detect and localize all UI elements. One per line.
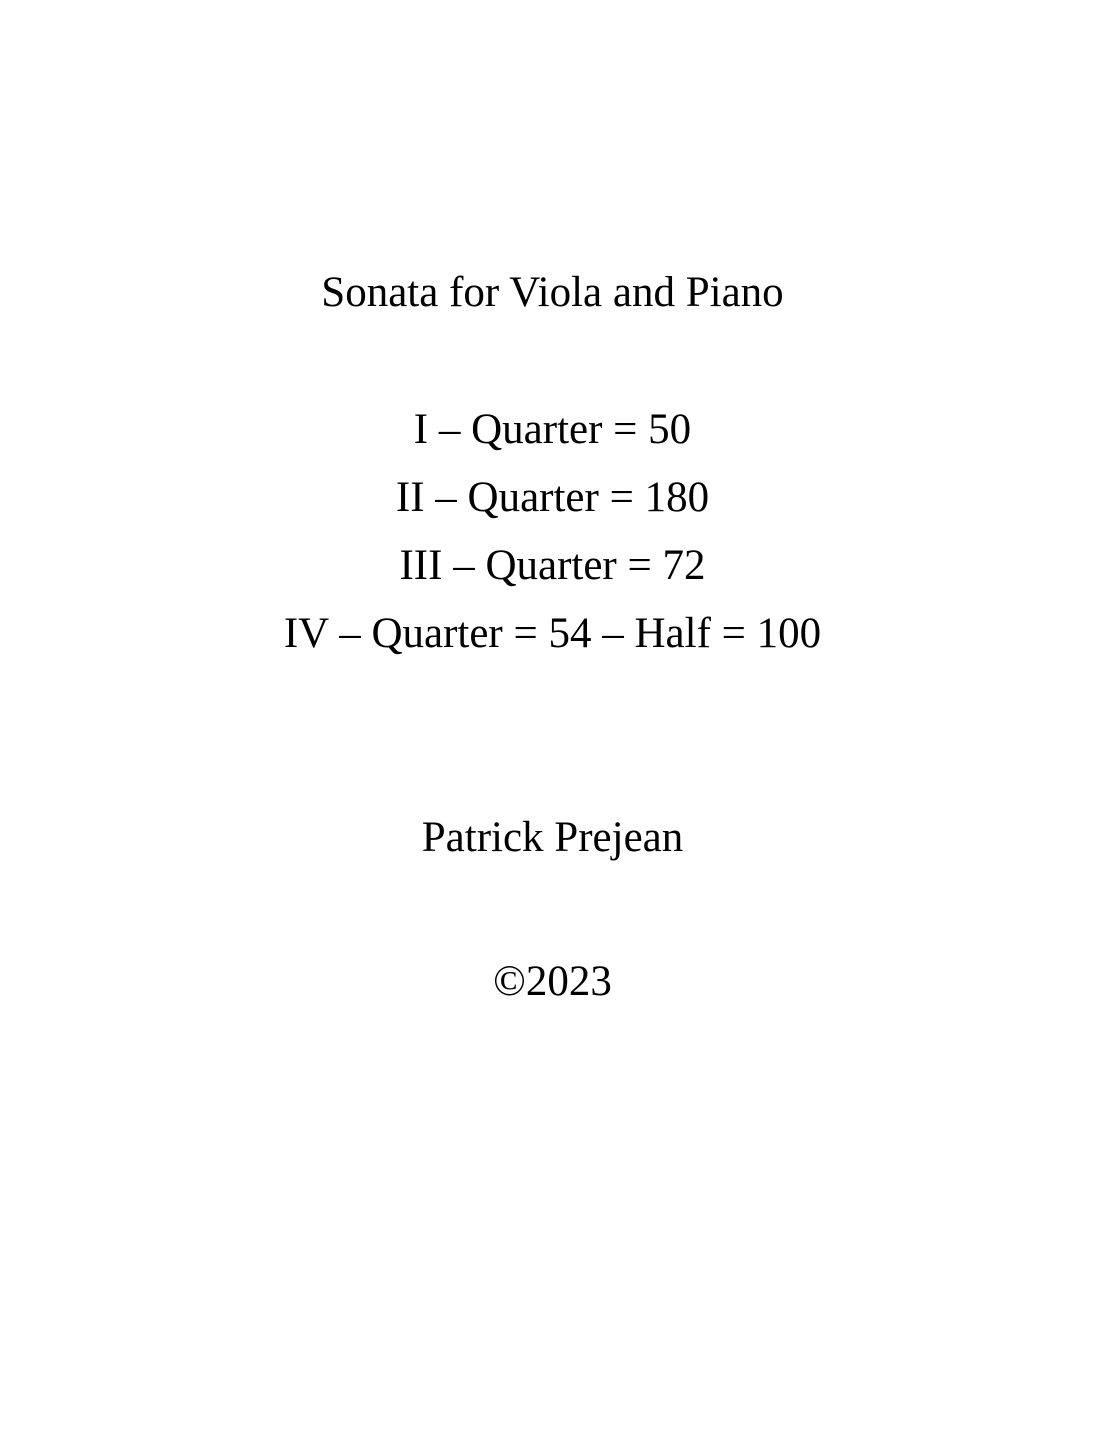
score-title: Sonata for Viola and Piano — [321, 269, 784, 316]
movement-3-tempo: III – Quarter = 72 — [399, 542, 706, 589]
composer-name: Patrick Prejean — [421, 814, 684, 861]
movement-2-tempo: II – Quarter = 180 — [395, 474, 710, 521]
movement-4-tempo: IV – Quarter = 54 – Half = 100 — [283, 610, 822, 657]
movement-1-tempo: I – Quarter = 50 — [413, 406, 692, 453]
copyright-notice: ©2023 — [493, 958, 612, 1005]
